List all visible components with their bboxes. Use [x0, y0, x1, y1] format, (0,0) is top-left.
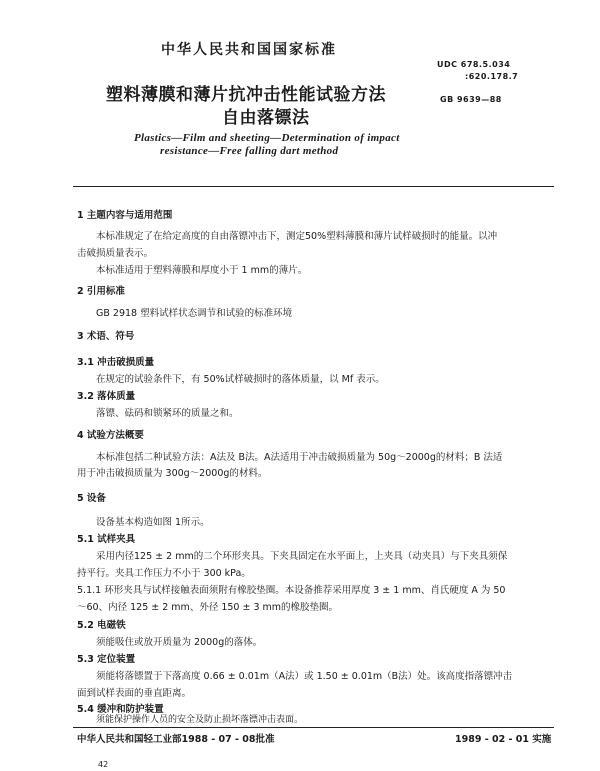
issuing-authority: 中华人民共和国国家标准	[161, 42, 337, 58]
top-divider	[73, 186, 554, 187]
section-5-1-heading: 5.1 试样夹具	[77, 534, 136, 545]
title-cn-line2: 自由落镖法	[222, 108, 310, 128]
section-2-para1: GB 2918 塑料试样状态调节和试验的标准环境	[96, 308, 293, 319]
section-3-2-para: 落镖、砝码和锁紧环的质量之和。	[96, 408, 239, 419]
title-en-line1: Plastics—Film and sheeting—Determination of impact	[134, 132, 400, 144]
section-5-2-heading: 5.2 电磁铁	[77, 620, 126, 631]
udc-code: UDC 678.5.034	[437, 60, 511, 69]
section-2-heading: 2 引用标准	[77, 286, 125, 297]
section-5-2-para: 须能吸住或放开质量为 2000g的落体。	[96, 637, 263, 648]
page-number: 42	[98, 760, 109, 769]
section-5-4-heading: 5.4 缓冲和防护装置	[77, 704, 164, 715]
section-3-1-heading: 3.1 冲击破损质量	[77, 357, 155, 368]
section-1-para1-line2: 击破损质量表示。	[77, 248, 154, 259]
approval-line: 中华人民共和国轻工业部1988 - 07 - 08批准	[77, 734, 275, 745]
section-1-para1-line1: 本标准规定了在给定高度的自由落镖冲击下，测定50%塑料薄膜和薄片试样破损时的能量。以冲	[96, 231, 498, 242]
section-5-3-para-line2: 面到试样表面的垂直距离。	[77, 688, 192, 699]
udc-code-cont: :620.178.7	[465, 72, 519, 81]
section-5-para: 设备基本构造如图 1所示。	[96, 517, 210, 528]
bottom-divider	[73, 727, 554, 728]
section-4-para-line1: 本标准包括二种试验方法：A法及 B法。A法适用于冲击破损质量为 50g～2000g的材料；B 法适	[96, 452, 503, 463]
section-5-1-para-line2: 持平行。夹具工作压力不小于 300 kPa。	[77, 568, 251, 579]
section-3-1-para: 在规定的试验条件下，有 50%试样破损时的落体质量，以 Mf 表示。	[96, 374, 385, 385]
section-5-3-heading: 5.3 定位装置	[77, 654, 136, 665]
section-3-heading: 3 术语、符号	[77, 331, 135, 342]
section-5-4-para: 须能保护操作人员的安全及防止损坏落镖冲击表面。	[96, 715, 304, 725]
section-4-heading: 4 试验方法概要	[77, 430, 144, 441]
section-5-heading: 5 设备	[77, 493, 106, 504]
title-en-line2: resistance—Free falling dart method	[160, 145, 339, 157]
gb-number: GB 9639—88	[440, 95, 502, 104]
section-5-1-1-line2: ～60、内径 125 ± 2 mm、外径 150 ± 3 mm的橡胶垫圈。	[77, 602, 339, 613]
title-cn-line1: 塑料薄膜和薄片抗冲击性能试验方法	[106, 85, 386, 105]
section-5-3-para-line1: 须能将落镖置于下落高度 0.66 ± 0.01m（A法）或 1.50 ± 0.01m（B法）处。该高度指落镖冲击	[96, 671, 513, 682]
section-1-heading: 1 主题内容与适用范围	[77, 210, 173, 221]
section-4-para-line2: 用于冲击破损质量为 300g～2000g的材料。	[77, 468, 268, 479]
effective-date: 1989 - 02 - 01 实施	[455, 734, 552, 745]
section-5-1-para-line1: 采用内径125 ± 2 mm的二个环形夹具。下夹具固定在水平面上，上夹具（动夹具）与下夹具须保	[96, 551, 508, 562]
section-5-1-1-line1: 5.1.1 环形夹具与试样接触表面须附有橡胶垫圈。本设备推荐采用厚度 3 ± 1 mm、肖氏硬度 A 为 50	[77, 585, 506, 596]
section-1-para2: 本标准适用于塑料薄膜和厚度小于 1 mm的薄片。	[96, 265, 308, 276]
section-3-2-heading: 3.2 落体质量	[77, 391, 136, 402]
